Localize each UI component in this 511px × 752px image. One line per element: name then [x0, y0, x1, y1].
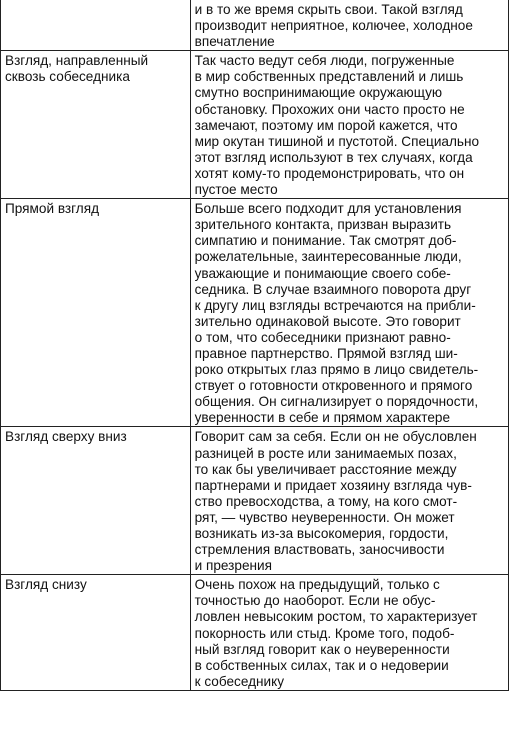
description-line: ствует о готовности откровенного и прямого — [194, 378, 473, 394]
description-line: о том, что собеседники признают равно- — [194, 329, 451, 345]
description-line: обстановку. Прохожих они часто просто не — [194, 101, 465, 117]
description-cell — [190, 0, 508, 51]
description-line: хотят кому-то продемонстрировать, что он — [194, 165, 465, 181]
description-line: Очень похож на предыдущий, только с — [194, 577, 440, 593]
description-line: седника. В случае взаимного поворота друг — [194, 281, 472, 297]
term-cell — [1, 575, 191, 691]
description-line: замечают, поэтому им порой кажется, что — [194, 117, 458, 133]
description-line: ный взгляд говорит как о неуверенности — [194, 641, 450, 657]
description-line: рят, — чувство неуверенности. Он может — [194, 509, 455, 525]
term-cell — [1, 0, 191, 51]
table-row — [1, 427, 509, 575]
description-line: ловлен невысоким ростом, то характеризует — [194, 609, 478, 625]
description-cell — [190, 51, 508, 199]
term-cell — [1, 199, 191, 427]
term-line: Взгляд снизу — [5, 577, 87, 593]
description-line: и презрения — [194, 558, 272, 574]
description-line: Так часто ведут себя люди, погруженные — [194, 53, 455, 69]
description-line: впечатление — [194, 34, 275, 50]
table-row — [1, 199, 509, 427]
description-line: возникать из-за высокомерия, гордости, — [194, 526, 449, 541]
term-line: Взгляд сверху вниз — [5, 429, 127, 445]
description-line: точностью до наоборот. Если не обус- — [194, 593, 436, 609]
description-line: мир окутан тишиной и пустотой. Специально — [194, 133, 480, 149]
description-line: общения. Он сигнализирует о порядочности, — [194, 394, 479, 410]
description-line: уверенности в себе и прямом характере — [194, 410, 451, 426]
table-row — [1, 51, 509, 199]
description-line: рожелательные, заинтересованные люди, — [194, 249, 462, 265]
table-body — [1, 0, 509, 690]
description-line: этот взгляд используют в тех случаях, когда — [194, 149, 473, 165]
description-line: к другу лиц взгляды встречаются на прибли- — [194, 297, 476, 313]
description-line: то как бы увеличивает расстояние между — [194, 461, 457, 477]
description-line: разницей в росте или занимаемых позах, — [194, 445, 457, 461]
term-line: сквозь собеседника — [5, 69, 130, 85]
description-line: Больше всего подходит для установления — [194, 201, 462, 217]
description-cell — [190, 427, 508, 575]
description-line: стремления властвовать, заносчивости — [194, 542, 445, 558]
description-line: симпатию и понимание. Так смотрят доб- — [194, 233, 457, 249]
description-line: смутно воспринимающие окружающую — [194, 85, 443, 101]
description-line: к собеседнику — [194, 673, 285, 689]
term-line: Взгляд, направленный — [5, 53, 149, 69]
description-line: покорность или стыд. Кроме того, подоб- — [194, 625, 455, 641]
term-cell — [1, 51, 191, 199]
description-line: роко открытых глаз прямо в лицо свидетель- — [194, 362, 479, 378]
description-line: Говорит сам за себя. Если он не обусловлен — [194, 429, 477, 445]
description-line: уважающие и понимающие своего собе- — [194, 265, 451, 281]
description-line: зрительного контакта, призван выразить — [194, 217, 452, 233]
term-cell — [1, 427, 191, 575]
description-line: производит неприятное, колючее, холодное — [194, 18, 473, 34]
description-line: зительно одинаковой высоте. Это говорит — [194, 313, 461, 329]
description-line: в мир собственных представлений и лишь — [194, 69, 464, 85]
description-line: партнерами и придает хозяину взгляда чув- — [194, 477, 472, 493]
description-cell — [190, 199, 508, 427]
description-line: правное партнерство. Прямой взгляд ши- — [194, 345, 458, 361]
description-line: пустое место — [194, 182, 278, 198]
description-cell — [190, 575, 508, 691]
table-row — [1, 0, 509, 51]
description-line: в собственных силах, так и о недоверии — [194, 657, 449, 673]
table-row — [1, 575, 509, 691]
term-line: Прямой взгляд — [5, 201, 100, 217]
description-line: ство превосходства, а тому, на кого смот- — [194, 493, 458, 509]
description-line: и в то же время скрыть свои. Такой взгляд — [194, 2, 463, 17]
